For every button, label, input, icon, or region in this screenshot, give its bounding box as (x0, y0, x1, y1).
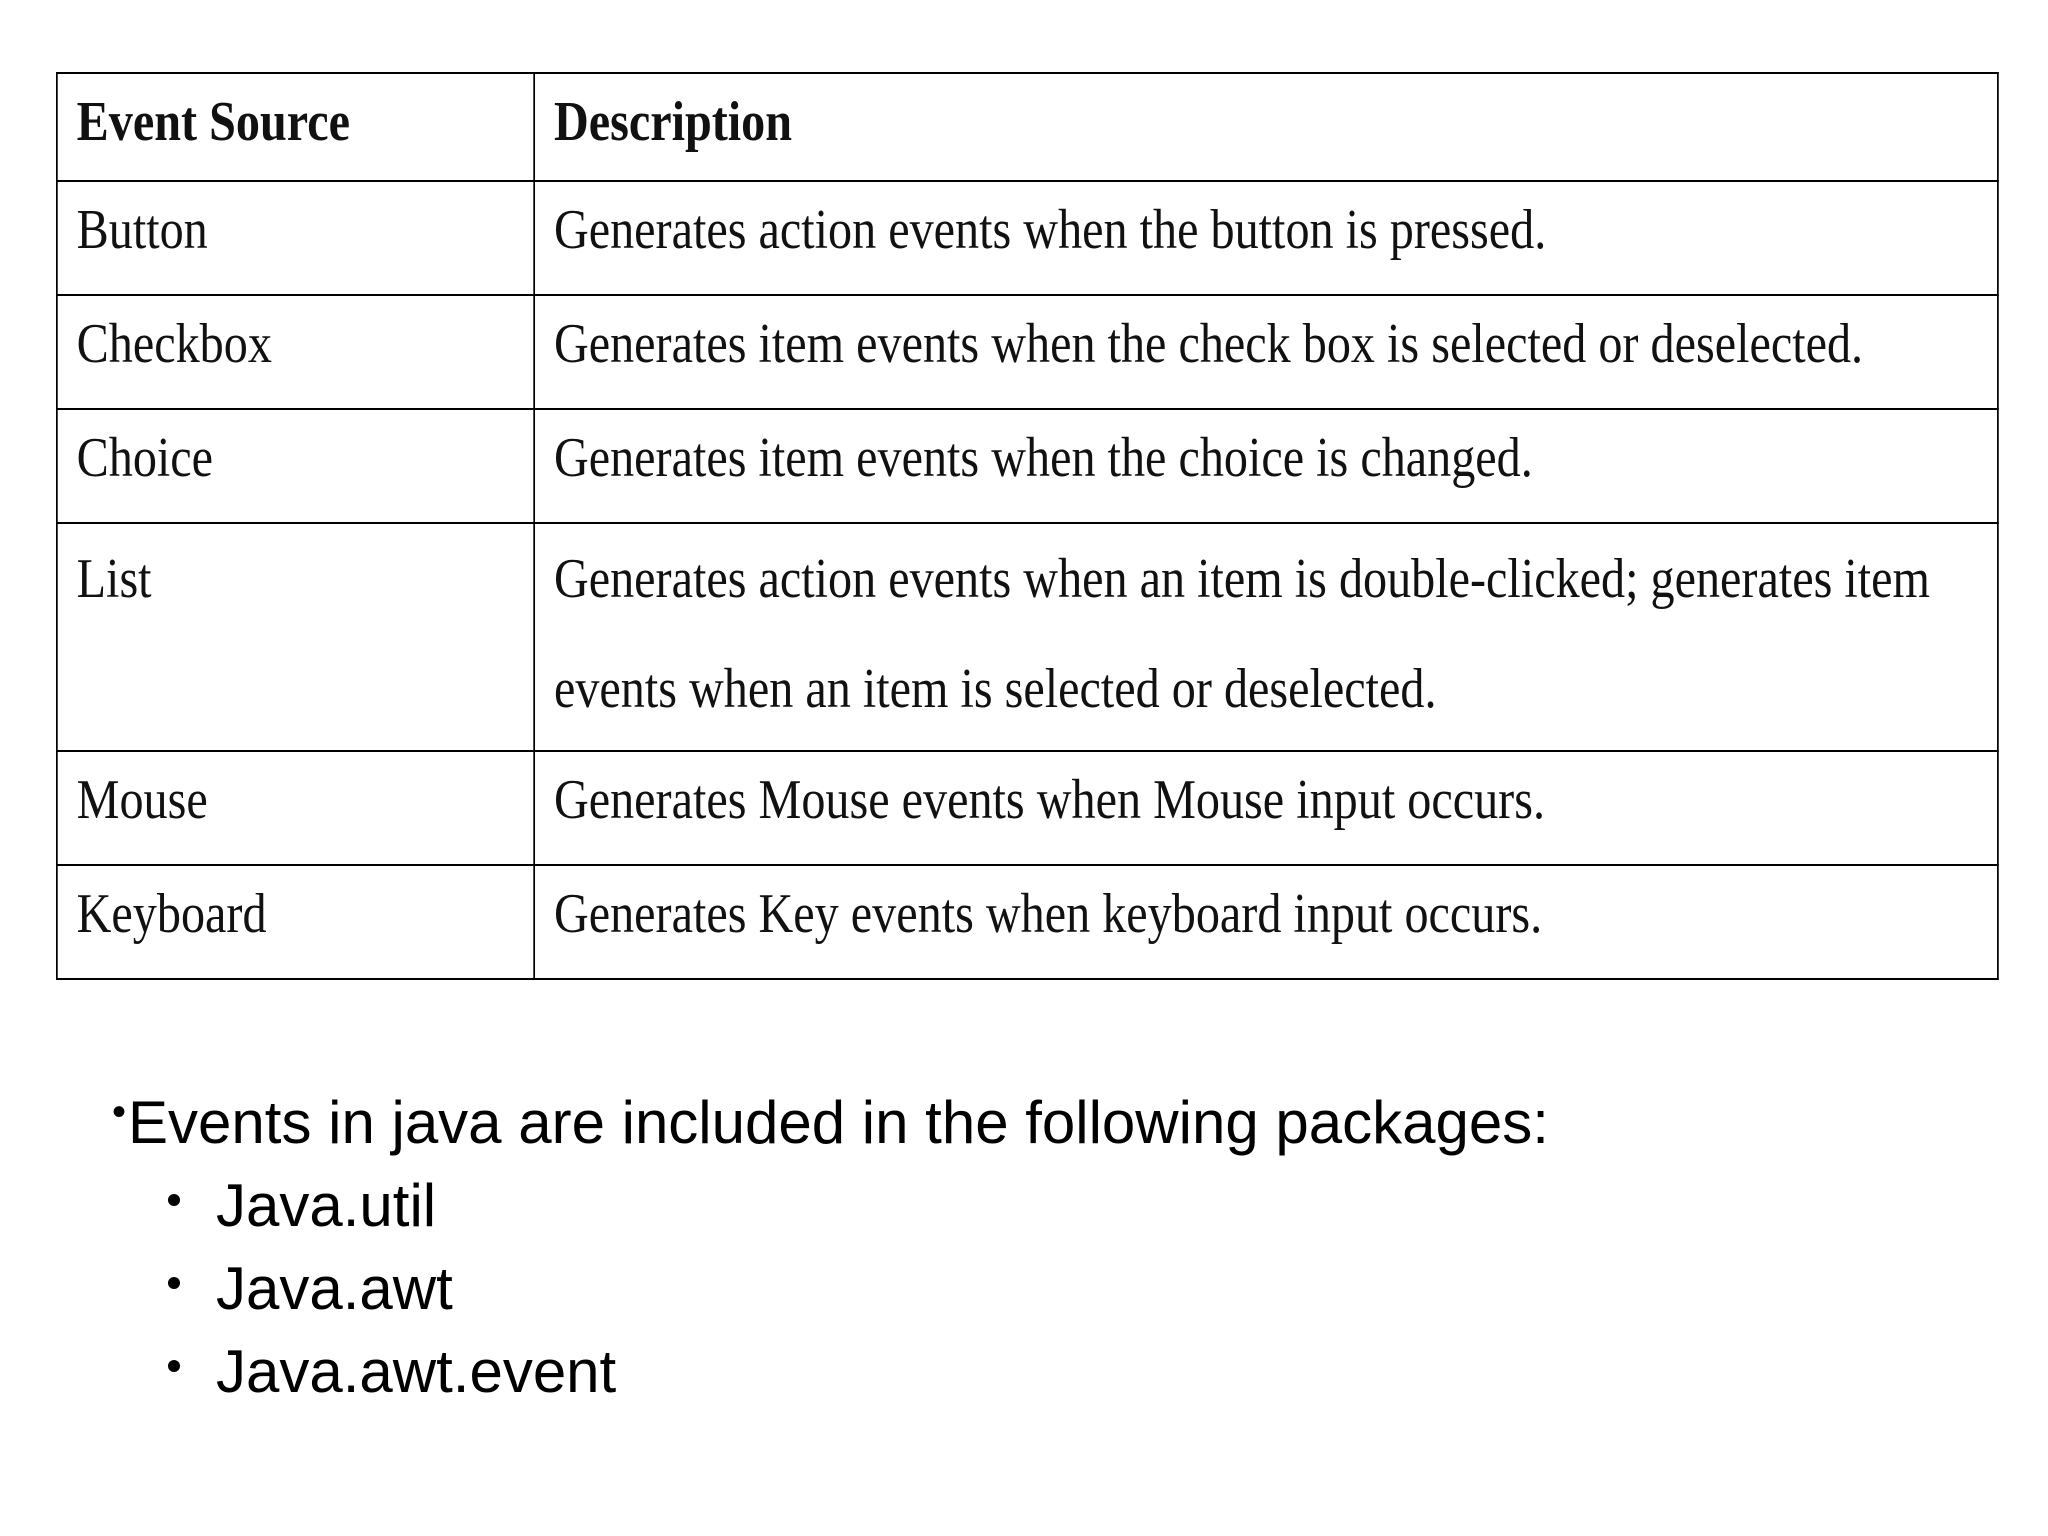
row-source: Button (57, 181, 534, 295)
event-source-table (56, 72, 1999, 980)
table-header-row (57, 73, 1998, 181)
header-event-source: Event Source (57, 73, 534, 181)
table-row (57, 523, 1998, 751)
bullet-list (112, 1082, 1549, 1413)
table-row (57, 295, 1998, 409)
row-source: Checkbox (57, 295, 534, 409)
package-name: Java.awt.event (216, 1338, 617, 1405)
bullet-icon (168, 1194, 180, 1206)
bullet-icon (168, 1360, 180, 1372)
row-description: Generates Mouse events when Mouse input occurs. (534, 751, 1998, 865)
list-item (112, 1330, 1549, 1413)
table-row (57, 865, 1998, 979)
bullet-main-text: Events in java are included in the following packages: (128, 1089, 1549, 1156)
row-source: List (57, 523, 534, 751)
package-list (112, 1164, 1549, 1413)
table-row (57, 409, 1998, 523)
list-item (112, 1164, 1549, 1247)
bullet-icon: • (112, 1090, 127, 1134)
header-description: Description (534, 73, 1998, 181)
bullet-main-item (112, 1082, 1549, 1164)
table-row (57, 751, 1998, 865)
package-name: Java.awt (216, 1255, 453, 1322)
bullet-icon (168, 1277, 180, 1289)
row-description: Generates Key events when keyboard input occurs. (534, 865, 1998, 979)
row-description: Generates item events when the check box is selected or deselected. (534, 295, 1998, 409)
row-source: Choice (57, 409, 534, 523)
row-source: Mouse (57, 751, 534, 865)
row-description: Generates action events when an item is double-clicked; generates item events when an item is selected or deselected. (534, 523, 1998, 751)
row-description: Generates item events when the choice is changed. (534, 409, 1998, 523)
row-source: Keyboard (57, 865, 534, 979)
table-row (57, 181, 1998, 295)
package-name: Java.util (216, 1172, 437, 1239)
row-description: Generates action events when the button is pressed. (534, 181, 1998, 295)
list-item (112, 1247, 1549, 1330)
